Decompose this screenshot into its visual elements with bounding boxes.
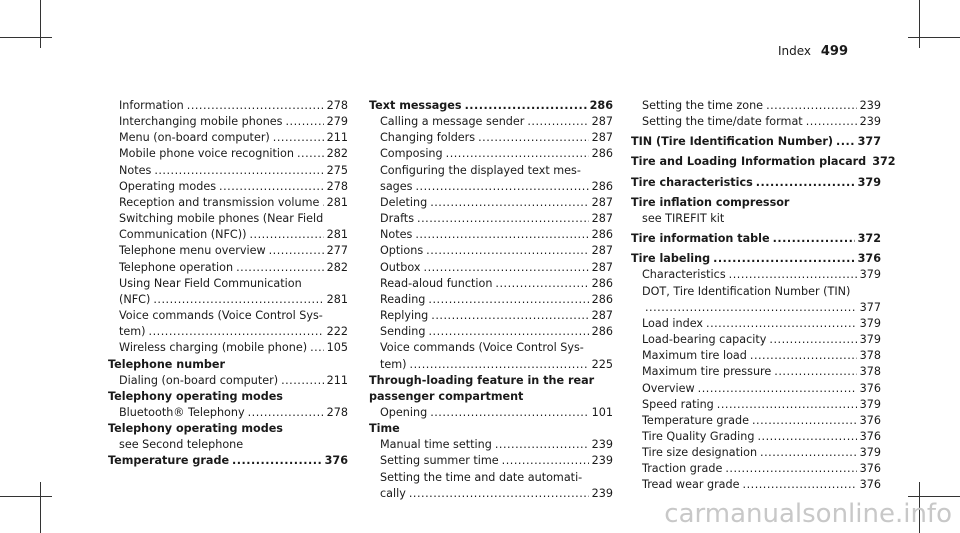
leader-dots [149,324,324,340]
crop-mark [908,37,960,38]
leader-dots [286,114,324,130]
leader-dots [322,195,323,211]
entry-label: Opening [380,405,428,419]
index-entry [108,179,348,195]
leader-dots [273,130,324,146]
leader-dots [187,98,324,114]
index-entry [631,429,881,445]
index-heading [108,453,348,469]
entry-label: Setting summer time [380,454,499,468]
entry-page-number[interactable]: 239 [591,454,613,468]
entry-page-number[interactable]: 287 [591,195,613,209]
index-heading: Time [369,422,400,436]
watermark: carmanualsonline.info [664,499,952,529]
crop-mark [908,496,960,497]
entry-page-number[interactable]: 287 [591,260,613,274]
index-entry [108,405,348,421]
leader-dots [310,340,324,356]
index-entry [108,130,348,146]
entry-page-number[interactable]: 378 [859,365,881,379]
crop-mark [40,482,41,533]
entry-page-number[interactable]: 379 [859,333,881,347]
entry-page-number[interactable]: 376 [859,429,881,443]
index-entry-text: see Second telephone [119,438,244,452]
entry-page-number[interactable]: 376 [859,462,881,476]
entry-page-number[interactable]: 278 [326,179,348,193]
entry-label: Notes [380,228,413,242]
entry-label: Characteristics [642,268,726,282]
index-entry [369,227,613,243]
entry-page-number[interactable]: 379 [857,175,881,189]
entry-label: Replying [380,309,429,323]
leader-dots [424,260,589,276]
index-heading [631,154,896,170]
leader-dots [756,175,855,191]
entry-label: Outbox [380,260,421,274]
entry-page-number[interactable]: 278 [326,99,348,112]
entry-label: Bluetooth® Telephony [119,405,245,419]
entry-page-number[interactable]: 281 [326,195,348,209]
crop-mark [919,0,920,48]
entry-label: Text messages [369,99,462,112]
entry-page-number[interactable]: 378 [859,349,881,363]
index-heading [369,98,613,114]
entry-label: Tire information table [631,232,770,246]
section-title: Index [777,44,812,58]
index-entry-text: Voice commands (Voice Control Sys- [380,341,584,355]
leader-dots [495,437,589,453]
index-entry [369,211,613,227]
index-entry [108,163,348,179]
crop-mark [0,496,52,497]
entry-label: Changing folders [380,131,476,145]
index-entry [108,243,348,259]
page-number: 499 [820,44,848,59]
leader-dots [430,195,588,211]
leader-dots [752,413,857,429]
entry-label: Dialing (on-board computer) [119,373,279,387]
entry-page-number[interactable]: 376 [857,252,881,266]
entry-page-number[interactable]: 372 [872,155,896,169]
index-entry [369,486,613,502]
index-entry [631,98,881,114]
entry-page-number[interactable]: 211 [326,131,348,145]
entry-page-number[interactable]: 101 [591,405,613,419]
entry-label: Tire Quality Grading [642,429,755,443]
index-entry [631,445,881,461]
index-entry [369,405,613,421]
index-column-1 [108,98,348,470]
entry-label: Interchanging mobile phones [119,115,283,129]
entry-page-number[interactable]: 279 [326,115,348,129]
entry-label: Telephone menu overview [119,244,266,258]
leader-dots [706,316,857,332]
leader-dots [153,292,323,308]
entry-label: Communication (NFC)) [119,228,247,242]
entry-label: Mobile phone voice recognition [119,147,294,161]
entry-page-number[interactable]: 277 [326,244,348,258]
index-entry [108,146,348,162]
index-entry-text: Configuring the displayed text mes- [380,163,581,177]
index-entry [631,348,881,364]
entry-label: Deleting [380,195,428,209]
index-entry [108,340,348,356]
leader-dots [645,300,857,316]
index-entry [369,195,613,211]
index-heading [631,231,881,247]
entry-page-number[interactable]: 379 [859,268,881,282]
index-heading: passenger compartment [369,389,524,403]
index-entry [369,243,613,259]
index-heading: Through-loading feature in the rear [369,373,595,387]
leader-dots [698,381,857,397]
leader-dots [729,267,857,283]
leader-dots [717,397,857,413]
entry-page-number[interactable]: 286 [591,147,613,161]
index-heading: Telephony operating modes [108,389,283,403]
entry-label: Telephone operation [119,260,234,274]
leader-dots [428,324,588,340]
index-heading [631,175,881,191]
entry-page-number[interactable]: 372 [857,232,881,246]
index-column-2 [369,98,613,502]
leader-dots [248,405,324,421]
index-entry [108,114,348,130]
entry-label: Wireless charging (mobile phone) [119,341,308,355]
leader-dots [409,486,589,502]
entry-page-number[interactable]: 281 [326,228,348,242]
entry-label: Setting the time zone [642,99,764,112]
entry-page-number[interactable]: 287 [591,115,613,129]
entry-label: tem) [380,357,407,371]
crop-mark [40,0,41,48]
entry-label: Tire characteristics [631,175,753,189]
entry-label: Load index [642,316,704,330]
index-entry-text: Voice commands (Voice Control Sys- [119,309,323,323]
entry-label: Tire size designation [642,446,758,460]
entry-label: Sending [380,325,426,339]
entry-label: tem) [119,325,146,339]
entry-label: Manual time setting [380,438,492,452]
entry-page-number[interactable]: 286 [591,276,613,290]
index-entry [631,413,881,429]
entry-page-number[interactable]: 376 [859,413,881,427]
leader-dots [269,243,324,259]
leader-dots [446,146,589,162]
index-entry [631,381,881,397]
index-heading: Telephone number [108,357,225,371]
leader-dots [410,357,589,373]
leader-dots [757,429,856,445]
leader-dots [219,179,324,195]
leader-dots [766,98,857,114]
index-entry [631,114,881,130]
leader-dots [774,364,856,380]
entry-label: Read-aloud function [380,276,493,290]
entry-label: Maximum tire load [642,349,747,363]
index-entry [369,146,613,162]
entry-page-number[interactable]: 222 [326,325,348,339]
entry-page-number[interactable]: 286 [591,325,613,339]
index-entry [108,227,348,243]
leader-dots [465,98,587,114]
entry-label: Information [119,99,184,112]
index-entry [369,357,613,373]
index-heading: Telephony operating modes [108,422,283,436]
entry-page-number[interactable]: 287 [591,309,613,323]
entry-page-number[interactable]: 287 [591,212,613,226]
index-heading [631,134,881,150]
index-entry [631,332,881,348]
entry-label: Tread wear grade [642,478,740,492]
entry-page-number[interactable]: 211 [326,373,348,387]
entry-label: Composing [380,147,443,161]
index-entry [108,292,348,308]
leader-dots [773,231,855,247]
entry-page-number[interactable]: 377 [859,300,881,314]
entry-label: Options [380,244,424,258]
leader-dots [236,260,324,276]
leader-dots [431,308,588,324]
index-entry [108,260,348,276]
entry-label: Load-bearing capacity [642,333,767,347]
index-entry-text: Using Near Field Communication [119,276,302,290]
index-entry [631,477,881,493]
index-heading [631,251,881,267]
entry-label: Drafts [380,212,415,226]
leader-dots [760,445,857,461]
leader-dots [836,134,855,150]
index-entry [369,308,613,324]
entry-label: sages [380,179,413,193]
entry-label: TIN (Tire Identification Number) [631,135,833,149]
entry-page-number[interactable]: 287 [591,131,613,145]
entry-page-number[interactable]: 376 [859,478,881,492]
entry-label: Notes [119,163,152,177]
entry-page-number[interactable]: 239 [859,99,881,112]
entry-label: (NFC) [119,292,151,306]
leader-dots [495,276,588,292]
entry-label: Menu (on-board computer) [119,131,270,145]
entry-label: cally [380,486,406,500]
entry-page-number[interactable]: 376 [859,381,881,395]
leader-dots [415,227,588,243]
leader-dots [154,163,323,179]
leader-dots [478,130,589,146]
entry-page-number[interactable]: 239 [859,115,881,129]
index-entry-text: see TIREFIT kit [642,211,725,225]
index-entry [631,267,881,283]
leader-dots [430,405,588,421]
leader-dots [806,114,857,130]
index-entry-text: Setting the time and date automati- [380,470,583,484]
entry-page-number[interactable]: 376 [324,454,348,468]
entry-page-number[interactable]: 239 [591,438,613,452]
leader-dots [527,114,588,130]
entry-page-number[interactable]: 105 [326,341,348,355]
entry-page-number[interactable]: 287 [591,244,613,258]
leader-dots [416,179,589,195]
leader-dots [725,461,856,477]
page-header [778,44,848,59]
index-heading: Tire inflation compressor [631,195,790,209]
leader-dots [417,211,589,227]
index-entry [631,397,881,413]
index-entry [369,276,613,292]
entry-page-number[interactable]: 379 [859,316,881,330]
leader-dots [750,348,857,364]
index-entry [369,130,613,146]
entry-page-number[interactable]: 281 [326,292,348,306]
entry-page-number[interactable]: 286 [591,179,613,193]
entry-page-number[interactable]: 275 [326,163,348,177]
index-entry [108,98,348,114]
index-entry [369,292,613,308]
entry-page-number[interactable]: 225 [591,357,613,371]
entry-label: Temperature grade [642,413,749,427]
entry-label: Overview [642,381,695,395]
entry-page-number[interactable]: 286 [589,99,613,112]
entry-label: Tire and Loading Information placard [631,155,867,169]
leader-dots [743,477,857,493]
entry-page-number[interactable]: 239 [591,486,613,500]
leader-dots [281,373,324,389]
entry-label: Reception and transmission volume [119,195,320,209]
index-entry [631,316,881,332]
entry-page-number[interactable]: 282 [326,147,348,161]
leader-dots [713,251,855,267]
entry-label: Operating modes [119,179,217,193]
index-entry [631,461,881,477]
index-entry [369,114,613,130]
entry-label: Traction grade [642,462,723,476]
index-entry [369,324,613,340]
index-entry [369,453,613,469]
leader-dots [297,146,324,162]
index-entry [108,195,348,211]
entry-label: Tire labeling [631,252,711,266]
entry-page-number[interactable]: 379 [859,397,881,411]
leader-dots [232,453,322,469]
index-entry-text: Switching mobile phones (Near Field [119,212,324,226]
entry-label: Speed rating [642,397,714,411]
entry-label: Reading [380,292,426,306]
index-entry [369,179,613,195]
leader-dots [249,227,323,243]
entry-label: Calling a message sender [380,115,525,129]
leader-dots [502,453,589,469]
leader-dots [769,332,856,348]
entry-page-number[interactable]: 379 [859,446,881,460]
leader-dots [426,243,588,259]
entry-label: Temperature grade [108,454,230,468]
leader-dots [428,292,588,308]
entry-page-number[interactable]: 282 [326,260,348,274]
entry-page-number[interactable]: 377 [857,135,881,149]
crop-mark [0,37,52,38]
index-entry [631,364,881,380]
index-entry-text: DOT, Tire Identification Number (TIN) [642,284,851,298]
index-entry [108,373,348,389]
index-column-3 [631,98,896,494]
entry-page-number[interactable]: 278 [326,405,348,419]
index-entry [108,324,348,340]
entry-label: Maximum tire pressure [642,365,772,379]
index-entry [369,260,613,276]
entry-page-number[interactable]: 286 [591,292,613,306]
index-entry [369,437,613,453]
entry-page-number[interactable]: 286 [591,228,613,242]
index-entry [631,300,881,316]
entry-label: Setting the time/date format [642,115,803,129]
